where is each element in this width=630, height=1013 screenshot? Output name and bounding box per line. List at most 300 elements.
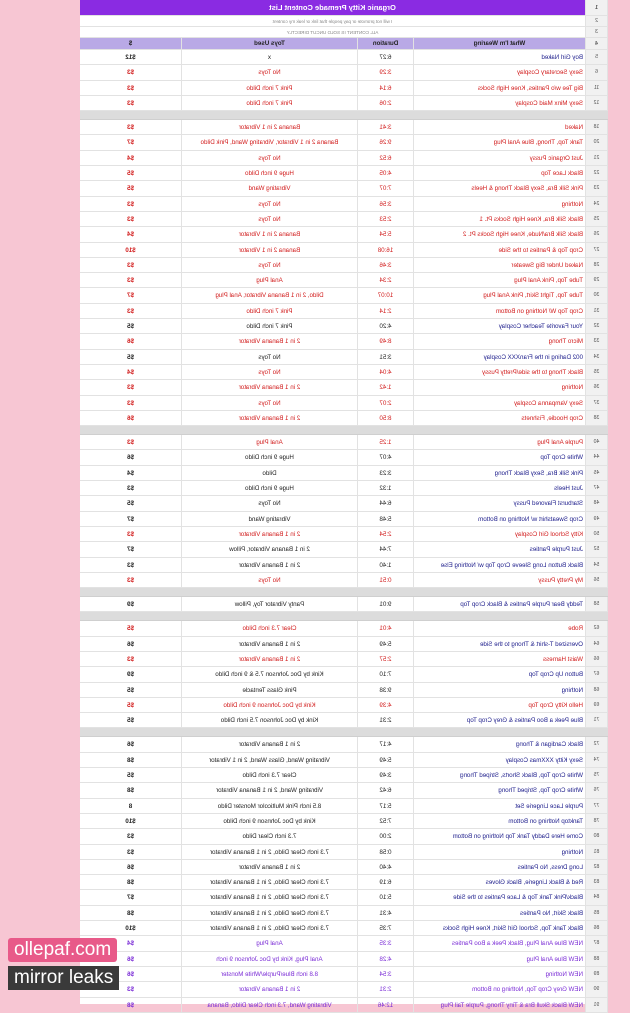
row-number[interactable]: 77 xyxy=(586,799,608,813)
cell-what-wearing[interactable]: Just Heels xyxy=(414,481,586,495)
row-number[interactable]: 78 xyxy=(586,814,608,828)
cell-toys-used[interactable]: Kink by Doc Johnson 9 inch Dildo xyxy=(182,814,358,828)
cell-toys-used[interactable]: Panty Vibrator Toy, Pillow xyxy=(182,597,358,611)
cell-toys-used[interactable]: 2 in 1 Banana Vibrator xyxy=(182,860,358,874)
cell-toys-used[interactable]: Clear 7.3 inch Dildo xyxy=(182,621,358,635)
table-row[interactable] xyxy=(80,411,608,426)
cell-what-wearing[interactable]: Boy Girl Naked xyxy=(414,50,586,64)
table-row[interactable] xyxy=(80,698,608,713)
table-row[interactable] xyxy=(80,753,608,768)
table-row[interactable] xyxy=(80,737,608,752)
cell-toys-used[interactable]: 8.8 inch Blue/Purple/White Monster xyxy=(182,967,358,981)
cell-price[interactable]: $5 xyxy=(80,713,182,727)
cell-toys-used[interactable]: 7.3 inch Clear Dildo xyxy=(182,829,358,843)
table-row[interactable] xyxy=(80,227,608,242)
cell-price[interactable]: $6 xyxy=(80,860,182,874)
cell-duration[interactable]: 4:39 xyxy=(358,698,414,712)
cell-toys-used[interactable]: 2 in 1 Banana Vibrator xyxy=(182,411,358,425)
row-number[interactable]: 40 xyxy=(586,435,608,449)
cell-duration[interactable]: 2:07 xyxy=(358,396,414,410)
row-number[interactable]: 89 xyxy=(586,967,608,981)
cell-duration[interactable]: 4:04 xyxy=(358,365,414,379)
table-row[interactable] xyxy=(80,875,608,890)
cell-duration[interactable]: 4:05 xyxy=(358,166,414,180)
cell-duration[interactable]: 4:40 xyxy=(358,860,414,874)
row-number[interactable]: 91 xyxy=(586,998,608,1012)
header-duration[interactable]: Duration xyxy=(358,38,414,49)
row-number[interactable]: 37 xyxy=(586,396,608,410)
row-number[interactable]: 38 xyxy=(586,411,608,425)
cell-what-wearing[interactable]: Nothing xyxy=(414,845,586,859)
cell-duration[interactable]: 6:44 xyxy=(358,496,414,510)
cell-price[interactable]: $3 xyxy=(80,273,182,287)
row-number[interactable]: 90 xyxy=(586,982,608,996)
cell-price[interactable]: $3 xyxy=(80,81,182,95)
cell-duration[interactable]: 9:38 xyxy=(358,683,414,697)
table-row[interactable] xyxy=(80,527,608,542)
row-number[interactable]: 75 xyxy=(586,768,608,782)
table-row[interactable] xyxy=(80,542,608,557)
cell-price[interactable]: $3 xyxy=(80,982,182,996)
cell-duration[interactable]: 1:32 xyxy=(358,481,414,495)
table-row[interactable] xyxy=(80,936,608,951)
row-number[interactable]: 52 xyxy=(586,542,608,556)
cell-duration[interactable]: 16:08 xyxy=(358,243,414,257)
cell-toys-used[interactable]: Vibrating Wand, 7.3 inch Clear Dildo, Banana xyxy=(182,998,358,1012)
cell-what-wearing[interactable]: Nothing xyxy=(414,683,586,697)
table-row[interactable] xyxy=(80,365,608,380)
table-row[interactable] xyxy=(80,258,608,273)
cell-price[interactable]: $7 xyxy=(80,512,182,526)
cell-duration[interactable]: 7:10 xyxy=(358,667,414,681)
cell-duration[interactable]: 2:57 xyxy=(358,652,414,666)
cell-duration[interactable]: 3:41 xyxy=(358,120,414,134)
cell-price[interactable]: $3 xyxy=(80,304,182,318)
cell-toys-used[interactable]: Anal Plug, Kink by Doc Johnson 9 inch xyxy=(182,952,358,966)
row-number[interactable]: 88 xyxy=(586,952,608,966)
cell-what-wearing[interactable]: Sexy Kitty XXXmas Cosplay xyxy=(414,753,586,767)
row-number[interactable]: 72 xyxy=(586,737,608,751)
table-row[interactable] xyxy=(80,637,608,652)
cell-toys-used[interactable]: Huge 9 inch Dildo xyxy=(182,450,358,464)
row-number[interactable]: 68 xyxy=(586,683,608,697)
row-number[interactable]: 69 xyxy=(586,698,608,712)
cell-what-wearing[interactable]: Big Tee w/o Panties, Knee High Socks xyxy=(414,81,586,95)
table-row[interactable] xyxy=(80,573,608,588)
cell-price[interactable]: $10 xyxy=(80,814,182,828)
cell-what-wearing[interactable]: Crop Hoodie, Fishnets xyxy=(414,411,586,425)
cell-duration[interactable]: 2:00 xyxy=(358,829,414,843)
table-row[interactable] xyxy=(80,967,608,982)
cell-duration[interactable]: 2:53 xyxy=(358,212,414,226)
table-row[interactable] xyxy=(80,481,608,496)
cell-what-wearing[interactable]: Black Thong to the side/Pretty Pussy xyxy=(414,365,586,379)
cell-what-wearing[interactable]: Tanktop Nothing on Bottom xyxy=(414,814,586,828)
cell-what-wearing[interactable]: Black Silk Bra/Nude, Knee High Socks Pt. 2 xyxy=(414,227,586,241)
cell-duration[interactable]: 12:46 xyxy=(358,998,414,1012)
row-number[interactable]: 30 xyxy=(586,288,608,302)
cell-price[interactable]: $4 xyxy=(80,936,182,950)
cell-price[interactable]: $5 xyxy=(80,350,182,364)
cell-price[interactable]: $3 xyxy=(80,481,182,495)
cell-toys-used[interactable]: No Toys xyxy=(182,212,358,226)
cell-what-wearing[interactable]: White Crop Top, Black Shorts, Striped Thong xyxy=(414,768,586,782)
row-number[interactable]: 80 xyxy=(586,829,608,843)
cell-what-wearing[interactable]: Just Purple Panties xyxy=(414,542,586,556)
cell-what-wearing[interactable]: NEW Black Skull Bra & Tiny Thong, Purple Tail Plug xyxy=(414,998,586,1012)
row-number[interactable]: 18 xyxy=(586,120,608,134)
row-number[interactable]: 20 xyxy=(586,135,608,149)
cell-duration[interactable]: 4:07 xyxy=(358,450,414,464)
cell-price[interactable]: 8 xyxy=(80,799,182,813)
row-number[interactable]: 49 xyxy=(586,512,608,526)
cell-what-wearing[interactable]: Crop Top & Panties to the Side xyxy=(414,243,586,257)
cell-duration[interactable]: 0:58 xyxy=(358,845,414,859)
table-row[interactable] xyxy=(80,466,608,481)
cell-toys-used[interactable]: 7.3 inch Clear Dildo, 2 in 1 Banana Vibrator xyxy=(182,906,358,920)
cell-what-wearing[interactable]: Pink Silk Bra, Sexy Black Thong xyxy=(414,466,586,480)
cell-price[interactable]: $5 xyxy=(80,683,182,697)
row-number[interactable]: 5 xyxy=(586,50,608,64)
cell-toys-used[interactable]: Vibrating Wand xyxy=(182,181,358,195)
cell-what-wearing[interactable]: Naked xyxy=(414,120,586,134)
row-number[interactable]: 74 xyxy=(586,753,608,767)
row-number[interactable]: 67 xyxy=(586,667,608,681)
cell-what-wearing[interactable]: Button Up Crop Top xyxy=(414,667,586,681)
cell-duration[interactable]: 6:19 xyxy=(358,875,414,889)
table-row[interactable] xyxy=(80,120,608,135)
cell-what-wearing[interactable]: Black Button Long Sleeve Crop Top w/ Nothing Else xyxy=(414,558,586,572)
cell-duration[interactable]: 2:34 xyxy=(358,273,414,287)
cell-price[interactable]: $5 xyxy=(80,496,182,510)
cell-what-wearing[interactable]: Sexy Minx Maid Cosplay xyxy=(414,96,586,110)
cell-price[interactable]: $5 xyxy=(80,166,182,180)
cell-price[interactable]: $3 xyxy=(80,197,182,211)
cell-price[interactable]: $6 xyxy=(80,952,182,966)
cell-what-wearing[interactable]: Just Organic Pussy xyxy=(414,151,586,165)
row-number[interactable]: 62 xyxy=(586,621,608,635)
cell-toys-used[interactable]: Kink by Doc Johnson 7.5 & 9 inch Dildo xyxy=(182,667,358,681)
table-row[interactable] xyxy=(80,998,608,1013)
cell-price[interactable]: $5 xyxy=(80,181,182,195)
cell-price[interactable]: $3 xyxy=(80,652,182,666)
row-number[interactable]: 6 xyxy=(586,65,608,79)
header-price[interactable]: $ xyxy=(80,38,182,49)
cell-what-wearing[interactable]: Purple Lace Lingerie Set xyxy=(414,799,586,813)
cell-price[interactable]: $3 xyxy=(80,96,182,110)
cell-duration[interactable]: 7:07 xyxy=(358,181,414,195)
table-row[interactable] xyxy=(80,319,608,334)
table-row[interactable] xyxy=(80,890,608,905)
cell-toys-used[interactable]: 2 in 1 Banana Vibrator xyxy=(182,637,358,651)
cell-toys-used[interactable]: 7.3 inch Clear Dildo, 2 in 1 Banana Vibrator xyxy=(182,875,358,889)
cell-price[interactable]: $12 xyxy=(80,50,182,64)
table-row[interactable] xyxy=(80,496,608,511)
row-number[interactable]: 66 xyxy=(586,652,608,666)
cell-duration[interactable]: 2:06 xyxy=(358,96,414,110)
cell-toys-used[interactable]: Pink Glass Tentacle xyxy=(182,683,358,697)
cell-price[interactable]: $4 xyxy=(80,365,182,379)
cell-duration[interactable]: 8:50 xyxy=(358,411,414,425)
cell-toys-used[interactable]: Pink 7 inch Dildo xyxy=(182,81,358,95)
cell-toys-used[interactable]: No Toys xyxy=(182,197,358,211)
cell-what-wearing[interactable]: Your Favorite Teacher Cosplay xyxy=(414,319,586,333)
cell-what-wearing[interactable]: Crop Top W/ Nothing on Bottom xyxy=(414,304,586,318)
cell-what-wearing[interactable]: White Crop Top, Striped Thong xyxy=(414,783,586,797)
cell-price[interactable]: $3 xyxy=(80,120,182,134)
cell-duration[interactable]: 3:49 xyxy=(358,768,414,782)
row-number[interactable]: 82 xyxy=(586,860,608,874)
cell-duration[interactable]: 5:54 xyxy=(358,227,414,241)
cell-price[interactable]: $6 xyxy=(80,637,182,651)
cell-duration[interactable]: 5:49 xyxy=(358,637,414,651)
table-row[interactable] xyxy=(80,713,608,728)
row-number[interactable]: 48 xyxy=(586,496,608,510)
cell-price[interactable]: $5 xyxy=(80,698,182,712)
cell-duration[interactable]: 4:01 xyxy=(358,621,414,635)
cell-price[interactable]: $9 xyxy=(80,597,182,611)
cell-duration[interactable]: 3:56 xyxy=(358,197,414,211)
table-row[interactable] xyxy=(80,151,608,166)
cell-price[interactable]: $10 xyxy=(80,921,182,935)
cell-price[interactable]: $8 xyxy=(80,906,182,920)
cell-price[interactable]: $3 xyxy=(80,527,182,541)
row-number[interactable]: 45 xyxy=(586,466,608,480)
cell-what-wearing[interactable]: NEW Blue Anal Plug xyxy=(414,952,586,966)
cell-duration[interactable]: 6:14 xyxy=(358,81,414,95)
cell-toys-used[interactable]: No Toys xyxy=(182,496,358,510)
table-row[interactable] xyxy=(80,380,608,395)
cell-price[interactable]: $3 xyxy=(80,380,182,394)
cell-toys-used[interactable]: No Toys xyxy=(182,258,358,272)
table-row[interactable] xyxy=(80,860,608,875)
cell-price[interactable]: $8 xyxy=(80,875,182,889)
cell-price[interactable]: $3 xyxy=(80,573,182,587)
cell-toys-used[interactable]: Huge 9 inch Dildo xyxy=(182,166,358,180)
row-number[interactable]: 56 xyxy=(586,573,608,587)
cell-toys-used[interactable]: Dildo, 2 in 1 Banana Vibrator, Anal Plug xyxy=(182,288,358,302)
cell-what-wearing[interactable]: Pink Silk Bra, Sexy Black Thong & Heels xyxy=(414,181,586,195)
table-row[interactable] xyxy=(80,450,608,465)
row-number[interactable]: 25 xyxy=(586,212,608,226)
table-row[interactable] xyxy=(80,652,608,667)
cell-duration[interactable]: 9:26 xyxy=(358,135,414,149)
table-row[interactable] xyxy=(80,288,608,303)
cell-price[interactable]: $8 xyxy=(80,753,182,767)
cell-what-wearing[interactable]: Naked Under Big Sweater xyxy=(414,258,586,272)
cell-duration[interactable]: 2:14 xyxy=(358,304,414,318)
cell-duration[interactable]: 3:23 xyxy=(358,466,414,480)
cell-toys-used[interactable]: Anal Plug xyxy=(182,936,358,950)
cell-what-wearing[interactable]: Black Skirt, No Panties xyxy=(414,906,586,920)
cell-duration[interactable]: 4:31 xyxy=(358,906,414,920)
cell-toys-used[interactable]: Pink 7 inch Dildo xyxy=(182,304,358,318)
cell-toys-used[interactable]: 7.3 inch Clear Dildo, 2 in 1 Banana Vibrator xyxy=(182,890,358,904)
row-number[interactable]: 71 xyxy=(586,713,608,727)
cell-duration[interactable]: 6:42 xyxy=(358,783,414,797)
cell-duration[interactable]: 3:29 xyxy=(358,65,414,79)
cell-toys-used[interactable]: 2 in 1 Banana Vibrator xyxy=(182,527,358,541)
cell-what-wearing[interactable]: Black/Pink Tank Top & Lace Panties to the Side xyxy=(414,890,586,904)
cell-what-wearing[interactable]: NEW Blue Anal Plug, Black Peek a Boo Panties xyxy=(414,936,586,950)
cell-toys-used[interactable]: 2 in 1 Banana Vibrator xyxy=(182,380,358,394)
cell-price[interactable]: $6 xyxy=(80,737,182,751)
cell-duration[interactable]: 5:10 xyxy=(358,890,414,904)
row-number[interactable]: 32 xyxy=(586,319,608,333)
cell-duration[interactable]: 3:51 xyxy=(358,350,414,364)
cell-price[interactable]: $5 xyxy=(80,768,182,782)
cell-toys-used[interactable]: Anal Plug xyxy=(182,435,358,449)
cell-duration[interactable]: 9:01 xyxy=(358,597,414,611)
row-number[interactable]: 84 xyxy=(586,890,608,904)
cell-price[interactable]: $5 xyxy=(80,319,182,333)
table-row[interactable] xyxy=(80,597,608,612)
cell-toys-used[interactable]: No Toys xyxy=(182,350,358,364)
table-row[interactable] xyxy=(80,96,608,111)
row-number[interactable]: 29 xyxy=(586,273,608,287)
cell-duration[interactable]: 5:17 xyxy=(358,799,414,813)
row-number[interactable]: 24 xyxy=(586,197,608,211)
cell-duration[interactable]: 3:35 xyxy=(358,936,414,950)
cell-what-wearing[interactable]: Long Dress, No Panties xyxy=(414,860,586,874)
table-row[interactable] xyxy=(80,334,608,349)
cell-what-wearing[interactable]: Starburst Flavored Pussy xyxy=(414,496,586,510)
row-number[interactable]: 28 xyxy=(586,258,608,272)
cell-toys-used[interactable]: Pink 7 inch Dildo xyxy=(182,96,358,110)
cell-price[interactable]: $7 xyxy=(80,890,182,904)
table-row[interactable] xyxy=(80,350,608,365)
cell-what-wearing[interactable]: Tube Top, Tight Skirt, Pink Anal Plug xyxy=(414,288,586,302)
cell-toys-used[interactable]: 2 in 1 Banana Vibrator xyxy=(182,982,358,996)
cell-toys-used[interactable]: Banana 2 in 1 Vibrator, Vibrating Wand, Pink Dildo xyxy=(182,135,358,149)
row-number[interactable]: 21 xyxy=(586,151,608,165)
cell-toys-used[interactable]: Banana 2 in 1 Vibrator xyxy=(182,227,358,241)
cell-what-wearing[interactable]: Black Lace Top xyxy=(414,166,586,180)
cell-duration[interactable]: 7:35 xyxy=(358,921,414,935)
cell-price[interactable]: $7 xyxy=(80,135,182,149)
table-row[interactable] xyxy=(80,135,608,150)
table-row[interactable] xyxy=(80,783,608,798)
row-number[interactable]: 35 xyxy=(586,365,608,379)
cell-what-wearing[interactable]: Nothing xyxy=(414,197,586,211)
table-row[interactable] xyxy=(80,768,608,783)
cell-duration[interactable]: 4:28 xyxy=(358,952,414,966)
cell-duration[interactable]: 3:46 xyxy=(358,258,414,272)
table-row[interactable] xyxy=(80,81,608,96)
cell-duration[interactable]: 4:17 xyxy=(358,737,414,751)
cell-price[interactable]: $6 xyxy=(80,450,182,464)
cell-what-wearing[interactable]: White Crop Top xyxy=(414,450,586,464)
table-row[interactable] xyxy=(80,621,608,636)
table-row[interactable] xyxy=(80,683,608,698)
cell-price[interactable]: $10 xyxy=(80,243,182,257)
row-number[interactable]: 31 xyxy=(586,304,608,318)
header-toys[interactable]: Toys Used xyxy=(182,38,358,49)
cell-toys-used[interactable]: x xyxy=(182,50,358,64)
table-row[interactable] xyxy=(80,50,608,65)
cell-toys-used[interactable]: Pink 7 inch Dildo xyxy=(182,319,358,333)
cell-price[interactable]: $6 xyxy=(80,334,182,348)
cell-duration[interactable]: 6:52 xyxy=(358,151,414,165)
cell-toys-used[interactable]: Banana 2 in 1 Vibrator xyxy=(182,243,358,257)
cell-toys-used[interactable]: No Toys xyxy=(182,365,358,379)
cell-duration[interactable]: 4:20 xyxy=(358,319,414,333)
cell-duration[interactable]: 2:31 xyxy=(358,713,414,727)
row-number[interactable]: 26 xyxy=(586,227,608,241)
cell-price[interactable]: $3 xyxy=(80,435,182,449)
cell-what-wearing[interactable]: Hello Kitty Crop Top xyxy=(414,698,586,712)
cell-toys-used[interactable]: No Toys xyxy=(182,65,358,79)
cell-toys-used[interactable]: Clear 7.3 inch Dildo xyxy=(182,768,358,782)
row-number[interactable]: 47 xyxy=(586,481,608,495)
cell-price[interactable]: $3 xyxy=(80,65,182,79)
row-number[interactable]: 22 xyxy=(586,166,608,180)
row-number[interactable]: 11 xyxy=(586,81,608,95)
table-row[interactable] xyxy=(80,181,608,196)
cell-price[interactable]: $3 xyxy=(80,212,182,226)
table-row[interactable] xyxy=(80,845,608,860)
cell-toys-used[interactable]: 2 in 1 Banana Vibrator, Pillow xyxy=(182,542,358,556)
cell-what-wearing[interactable]: Waist Harness xyxy=(414,652,586,666)
cell-toys-used[interactable]: 2 in 1 Banana Vibrator xyxy=(182,737,358,751)
cell-toys-used[interactable]: 2 in 1 Banana Vibrator xyxy=(182,652,358,666)
cell-price[interactable]: $3 xyxy=(80,558,182,572)
cell-toys-used[interactable]: Banana 2 in 1 Vibrator xyxy=(182,120,358,134)
cell-toys-used[interactable]: Kink by Doc Johnson 9 inch Dildo xyxy=(182,698,358,712)
cell-what-wearing[interactable]: Robe xyxy=(414,621,586,635)
table-row[interactable] xyxy=(80,814,608,829)
cell-toys-used[interactable]: Vibrating Wand, 2 in 1 Banana Vibrator xyxy=(182,783,358,797)
cell-what-wearing[interactable]: Oversized T-shirt & Thong to the Side xyxy=(414,637,586,651)
cell-duration[interactable]: 7:52 xyxy=(358,814,414,828)
cell-duration[interactable]: 1:42 xyxy=(358,380,414,394)
row-number[interactable]: 33 xyxy=(586,334,608,348)
cell-price[interactable]: $9 xyxy=(80,667,182,681)
cell-what-wearing[interactable]: Blue Peek a Boo Panties & Grey Crop Top xyxy=(414,713,586,727)
cell-what-wearing[interactable]: Sexy Vampanna Cosplay xyxy=(414,396,586,410)
cell-what-wearing[interactable]: NEW Grey Crop Top, Nothing on Bottom xyxy=(414,982,586,996)
cell-toys-used[interactable]: No Toys xyxy=(182,396,358,410)
cell-duration[interactable]: 2:54 xyxy=(358,527,414,541)
cell-price[interactable]: $7 xyxy=(80,542,182,556)
table-row[interactable] xyxy=(80,197,608,212)
table-row[interactable] xyxy=(80,435,608,450)
cell-price[interactable]: $3 xyxy=(80,845,182,859)
cell-duration[interactable]: 6:27 xyxy=(358,50,414,64)
cell-what-wearing[interactable]: Micro Thong xyxy=(414,334,586,348)
cell-toys-used[interactable]: No Toys xyxy=(182,573,358,587)
table-row[interactable] xyxy=(80,65,608,80)
row-number[interactable]: 12 xyxy=(586,96,608,110)
cell-price[interactable]: $4 xyxy=(80,151,182,165)
table-row[interactable] xyxy=(80,212,608,227)
cell-toys-used[interactable]: 7.3 inch Clear Dildo, 2 in 1 Banana Vibrator xyxy=(182,845,358,859)
cell-toys-used[interactable]: 7.3 inch Clear Dildo, 2 in 1 Banana Vibrator xyxy=(182,921,358,935)
cell-duration[interactable]: 5:49 xyxy=(358,753,414,767)
cell-duration[interactable]: 8:49 xyxy=(358,334,414,348)
table-row[interactable] xyxy=(80,667,608,682)
table-row[interactable] xyxy=(80,982,608,997)
cell-price[interactable]: $8 xyxy=(80,783,182,797)
cell-what-wearing[interactable]: Crop Sweatshirt w/ Nothing on Bottom xyxy=(414,512,586,526)
cell-duration[interactable]: 5:48 xyxy=(358,512,414,526)
table-row[interactable] xyxy=(80,906,608,921)
table-row[interactable] xyxy=(80,952,608,967)
row-number[interactable]: 50 xyxy=(586,527,608,541)
cell-toys-used[interactable]: No Toys xyxy=(182,151,358,165)
table-row[interactable] xyxy=(80,799,608,814)
header-what[interactable]: What I'm Wearing xyxy=(414,38,586,49)
